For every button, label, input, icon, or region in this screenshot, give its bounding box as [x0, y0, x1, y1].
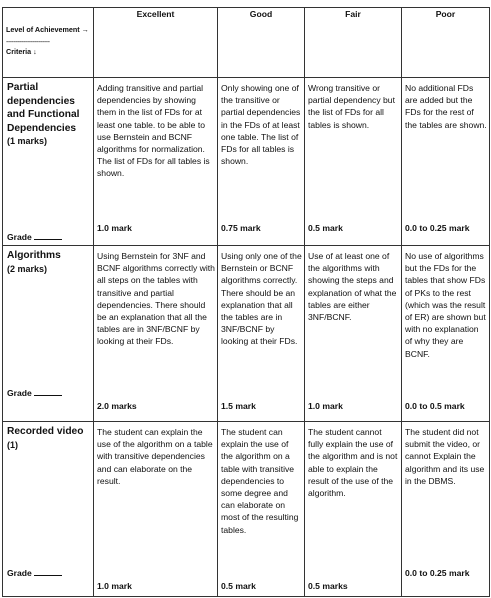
criterion-row — [3, 422, 490, 597]
level-fair: Fair — [305, 8, 402, 78]
rubric-cell — [94, 246, 218, 422]
cell-mark: 1.0 mark — [97, 223, 132, 233]
rubric-cell — [218, 246, 305, 422]
cell-mark: 1.0 mark — [97, 581, 132, 591]
cell-description: Using only one of the Bernstein or BCNF algorithms correctly. There should be an explanation that all the tables are in 3NF/BCNF by looking at their FDs. — [221, 251, 302, 347]
cell-mark: 0.0 to 0.25 mark — [405, 223, 470, 233]
level-excellent: Excellent — [94, 8, 218, 78]
cell-mark: 0.75 mark — [221, 223, 261, 233]
rubric-cell — [305, 422, 402, 597]
criterion-marks: (2 marks) — [7, 263, 48, 274]
cell-description: The student did not submit the video, or cannot Explain the algorithm and its use in the DBMS. — [405, 427, 485, 486]
criterion-cell — [3, 78, 94, 246]
rubric-cell — [218, 78, 305, 246]
criterion-name: Recorded video — [7, 426, 84, 437]
cell-description: Use of at least one of the algorithms with showing the steps and explanation of what the tables are either 3NF/BCNF. — [308, 251, 397, 323]
rubric-cell — [402, 246, 490, 422]
rubric-cell — [305, 78, 402, 246]
grade-blank — [34, 231, 62, 240]
rubric-cell — [94, 78, 218, 246]
cell-description: The student cannot fully explain the use of the algorithm and is not able to explain the result of the use of the algorithm. — [308, 427, 398, 499]
grade-blank — [34, 387, 62, 396]
cell-description: Adding transitive and partial dependencies by showing them in the list of FDs for at least one table. to be able to use Bernstein and BCNF algorithms for normalization. The list of FDs for all tables is shown. — [97, 83, 210, 179]
criteria-label: Criteria ↓ — [6, 47, 37, 56]
grade-field — [7, 567, 62, 579]
criterion-cell — [3, 246, 94, 422]
cell-mark: 1.5 mark — [221, 401, 256, 411]
grade-label: Grade — [7, 388, 32, 398]
rubric-cell — [94, 422, 218, 597]
cell-mark: 2.0 marks — [97, 401, 137, 411]
criterion-marks: (1 marks) — [7, 136, 48, 146]
cell-mark: 0.5 mark — [221, 581, 256, 591]
cell-mark: 0.5 mark — [308, 223, 343, 233]
grade-field — [7, 231, 62, 243]
rubric-cell — [402, 422, 490, 597]
criterion-row — [3, 246, 490, 422]
level-poor: Poor — [402, 8, 490, 78]
cell-description: The student can explain the use of the algorithm on a table with transitive dependencies and can elaborate on the result. — [97, 427, 213, 486]
corner-cell — [3, 8, 94, 78]
cell-mark: 0.5 marks — [308, 581, 348, 591]
criterion-marks: (1) — [7, 439, 18, 450]
corner-divider-dashes: ----------------------- — [6, 37, 50, 46]
level-good: Good — [218, 8, 305, 78]
cell-description: Only showing one of the transitive or partial dependencies in the FDs of at least one table. The list of FDs for all tables is shown. — [221, 83, 301, 167]
grade-label: Grade — [7, 232, 32, 242]
level-of-achievement-label: Level of Achievement → — [6, 25, 89, 34]
rubric-table — [2, 7, 490, 597]
cell-description: The student can explain the use of the algorithm on a table with transitive dependencies to some degree and can elaborate on most of the resulting tables. — [221, 427, 299, 535]
grade-label: Grade — [7, 568, 32, 578]
rubric-cell — [305, 246, 402, 422]
criterion-row — [3, 78, 490, 246]
cell-description: Using Bernstein for 3NF and BCNF algorithms correctly with all steps on the tables with transitive and partial dependencies. There should be an explanation that all the tables are in 3NF/BCNF by looking at their FDs. — [97, 251, 215, 347]
criterion-name: Partial dependencies and Functional Dependencies — [7, 82, 80, 134]
cell-description: No additional FDs are added but the FDs for the rest of the tables are shown. — [405, 83, 487, 130]
rubric-cell — [402, 78, 490, 246]
header-row — [3, 8, 490, 78]
grade-field — [7, 387, 62, 399]
rubric-cell — [218, 422, 305, 597]
cell-mark: 1.0 mark — [308, 401, 343, 411]
criterion-cell — [3, 422, 94, 597]
cell-description: No use of algorithms but the FDs for the tables that show FDs of PKs to the rest (which was the result of ER) are shown but with no explanation of why they are BCNF. — [405, 251, 486, 359]
cell-description: Wrong transitive or partial dependency but the list of FDs for all tables is shown. — [308, 83, 395, 130]
cell-mark: 0.0 to 0.25 mark — [405, 568, 470, 578]
cell-mark: 0.0 to 0.5 mark — [405, 401, 465, 411]
grade-blank — [34, 567, 62, 576]
criterion-name: Algorithms — [7, 250, 61, 261]
